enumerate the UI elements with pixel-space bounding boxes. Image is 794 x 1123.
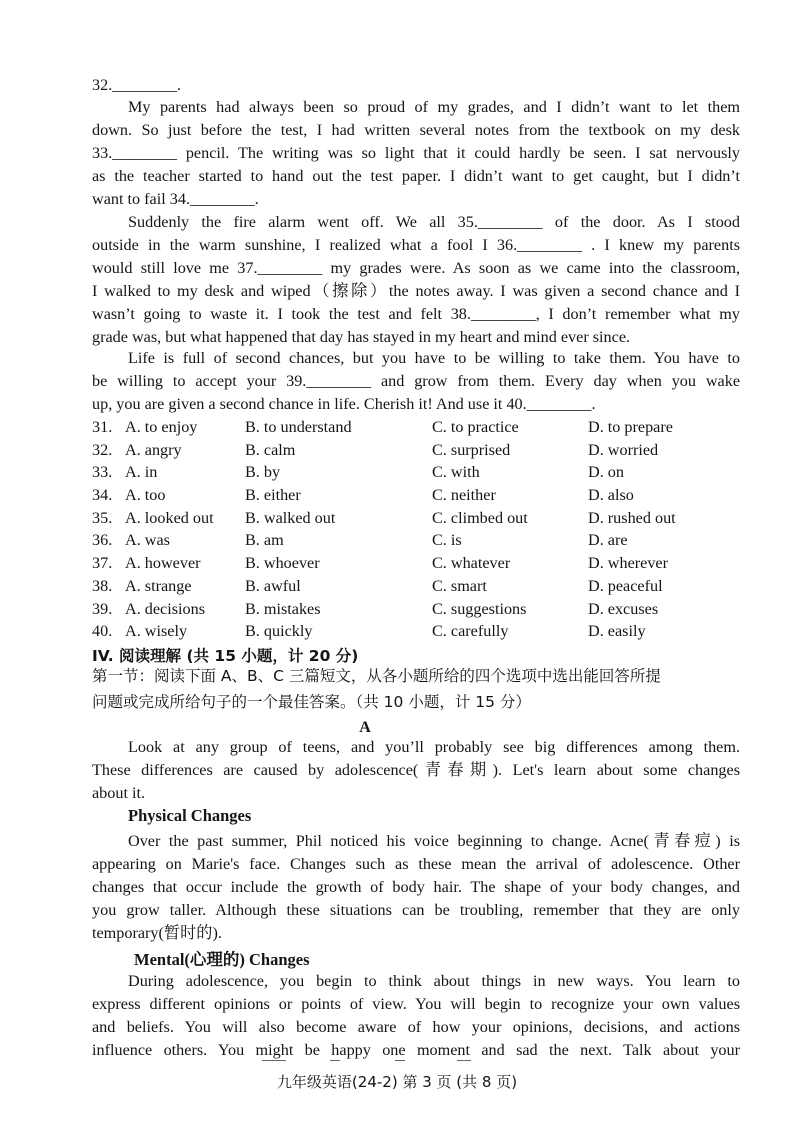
passage-line: I walked to my desk and wiped（擦除）the notes away. I was given a second chance and I — [92, 282, 740, 300]
option-c: C. climbed out — [432, 508, 528, 527]
option-b: B. am — [245, 531, 284, 550]
option-c: C. carefully — [432, 622, 509, 641]
question-number: 39. — [92, 599, 113, 618]
question-number: 34. — [92, 486, 113, 505]
passage-line: as the teacher started to hand out the test paper. I didn’t want to get caught, but I didn’t — [92, 167, 740, 185]
passage-line: wasn’t going to waste it. I took the test and felt 38.________, I don’t remember what my — [92, 305, 740, 323]
mental-line: express different opinions or points of view. You will begin to recognize your own values — [92, 995, 740, 1013]
scan-mark — [262, 1060, 286, 1061]
option-d: D. worried — [588, 440, 659, 459]
option-b: B. either — [245, 486, 301, 505]
intro-line: Look at any group of teens, and you’ll probably see big differences among them. — [128, 738, 740, 756]
option-d: D. excuses — [588, 599, 659, 618]
question-options-34 — [92, 484, 742, 507]
question-number: 32. — [92, 440, 113, 459]
instruction-line: 第一节：阅读下面 A、B、C 三篇短文，从各小题所给的四个选项中选出能回答所提 — [92, 667, 661, 685]
option-b: B. to understand — [245, 418, 352, 436]
passage-line: 32.________. — [92, 76, 182, 94]
option-c: C. is — [432, 531, 462, 550]
option-c: C. with — [432, 463, 480, 482]
physical-line: changes that occur include the growth of body hair. The shape of your body changes, and — [92, 878, 740, 896]
question-number: 38. — [92, 576, 113, 595]
question-options-38 — [92, 575, 742, 598]
physical-line: appearing on Marie's face. Changes such as these mean the arrival of adolescence. Other — [92, 855, 740, 873]
question-number: 37. — [92, 554, 113, 573]
mental-changes-heading: Mental(心理的) Changes — [134, 950, 310, 969]
scan-mark — [457, 1060, 471, 1061]
part-label: A — [359, 719, 371, 736]
option-b: B. whoever — [245, 554, 320, 573]
passage-line: My parents had always been so proud of my grades, and I didn’t want to let them — [128, 98, 740, 116]
option-c: C. suggestions — [432, 599, 527, 618]
option-d: D. to prepare — [588, 418, 673, 436]
mental-line: During adolescence, you begin to think about things in new ways. You learn to — [128, 972, 740, 990]
passage-line: outside in the warm sunshine, I realized what a fool I 36.________ . I knew my parents — [92, 236, 740, 254]
question-number: 40. — [92, 622, 113, 641]
option-a: A. wisely — [125, 622, 188, 641]
question-options-35 — [92, 507, 742, 530]
question-options-39 — [92, 598, 742, 621]
passage-line: be willing to accept your 39.________ and grow from them. Every day when you wake — [92, 372, 740, 390]
passage-line: Life is full of second chances, but you have to be willing to take them. You have to — [128, 349, 740, 367]
passage-line: up, you are given a second chance in life. Cherish it! And use it 40.________. — [92, 395, 596, 413]
option-b: B. calm — [245, 440, 296, 459]
section-title: IV. 阅读理解 (共 15 小题，计 20 分) — [92, 647, 359, 665]
option-d: D. rushed out — [588, 508, 676, 527]
option-d: D. are — [588, 531, 628, 550]
instruction-line: 问题或完成所给句子的一个最佳答案。（共 10 小题，计 15 分） — [92, 693, 531, 711]
option-a: A. strange — [125, 576, 192, 595]
option-d: D. easily — [588, 622, 646, 641]
passage-line: want to fail 34.________. — [92, 190, 259, 208]
option-d: D. on — [588, 463, 624, 482]
option-b: B. quickly — [245, 622, 313, 641]
question-options-37 — [92, 552, 742, 575]
options-list — [92, 416, 742, 643]
passage-line: 33.________ pencil. The writing was so light that it could hardly be seen. I sat nervously — [92, 144, 740, 162]
physical-line: Over the past summer, Phil noticed his voice beginning to change. Acne(青春痘) is — [128, 832, 740, 850]
option-a: A. however — [125, 554, 201, 573]
option-a: A. to enjoy — [125, 418, 198, 436]
physical-changes-heading: Physical Changes — [128, 806, 252, 825]
passage-line: down. So just before the test, I had written several notes from the textbook on my desk — [92, 121, 740, 139]
option-a: A. was — [125, 531, 170, 550]
scan-mark — [330, 1060, 340, 1061]
option-d: D. wherever — [588, 554, 668, 573]
option-a: A. decisions — [125, 599, 206, 618]
option-b: B. by — [245, 463, 281, 482]
option-d: D. also — [588, 486, 634, 505]
option-c: C. whatever — [432, 554, 511, 573]
question-number: 36. — [92, 531, 113, 550]
question-options-33 — [92, 461, 742, 484]
option-a: A. in — [125, 463, 158, 482]
option-c: C. to practice — [432, 418, 519, 436]
passage-line: would still love me 37.________ my grades were. As soon as we came into the classroom, — [92, 259, 740, 277]
question-options-40 — [92, 620, 742, 643]
option-b: B. mistakes — [245, 599, 321, 618]
option-b: B. awful — [245, 576, 301, 595]
option-c: C. surprised — [432, 440, 511, 459]
scan-mark — [395, 1060, 405, 1061]
physical-line: you grow taller. Although these situations can be troubling, remember that they are only — [92, 901, 740, 919]
option-b: B. walked out — [245, 508, 336, 527]
question-number: 33. — [92, 463, 113, 482]
question-number: 35. — [92, 508, 113, 527]
option-d: D. peaceful — [588, 576, 663, 595]
passage-line: Suddenly the fire alarm went off. We all 35.________ of the door. As I stood — [128, 213, 740, 231]
physical-line: temporary(暂时的). — [92, 924, 222, 942]
option-a: A. looked out — [125, 508, 214, 527]
question-options-31 — [92, 416, 742, 439]
option-c: C. smart — [432, 576, 487, 595]
passage-line: grade was, but what happened that day has stayed in my heart and mind ever since. — [92, 328, 631, 346]
mental-line: influence others. You might be happy one moment and sad the next. Talk about your — [92, 1041, 740, 1059]
option-a: A. angry — [125, 440, 182, 459]
option-a: A. too — [125, 486, 166, 505]
intro-line: about it. — [92, 784, 146, 802]
question-number: 31. — [92, 418, 113, 436]
intro-line: These differences are caused by adolescence(青春期). Let's learn about some changes — [92, 761, 740, 779]
question-options-32 — [92, 439, 742, 462]
question-options-36 — [92, 529, 742, 552]
page-footer: 九年级英语(24-2) 第 3 页 (共 8 页) — [276, 1073, 518, 1091]
option-c: C. neither — [432, 486, 496, 505]
mental-line: and beliefs. You will also become aware of how your opinions, decisions, and actions — [92, 1018, 740, 1036]
